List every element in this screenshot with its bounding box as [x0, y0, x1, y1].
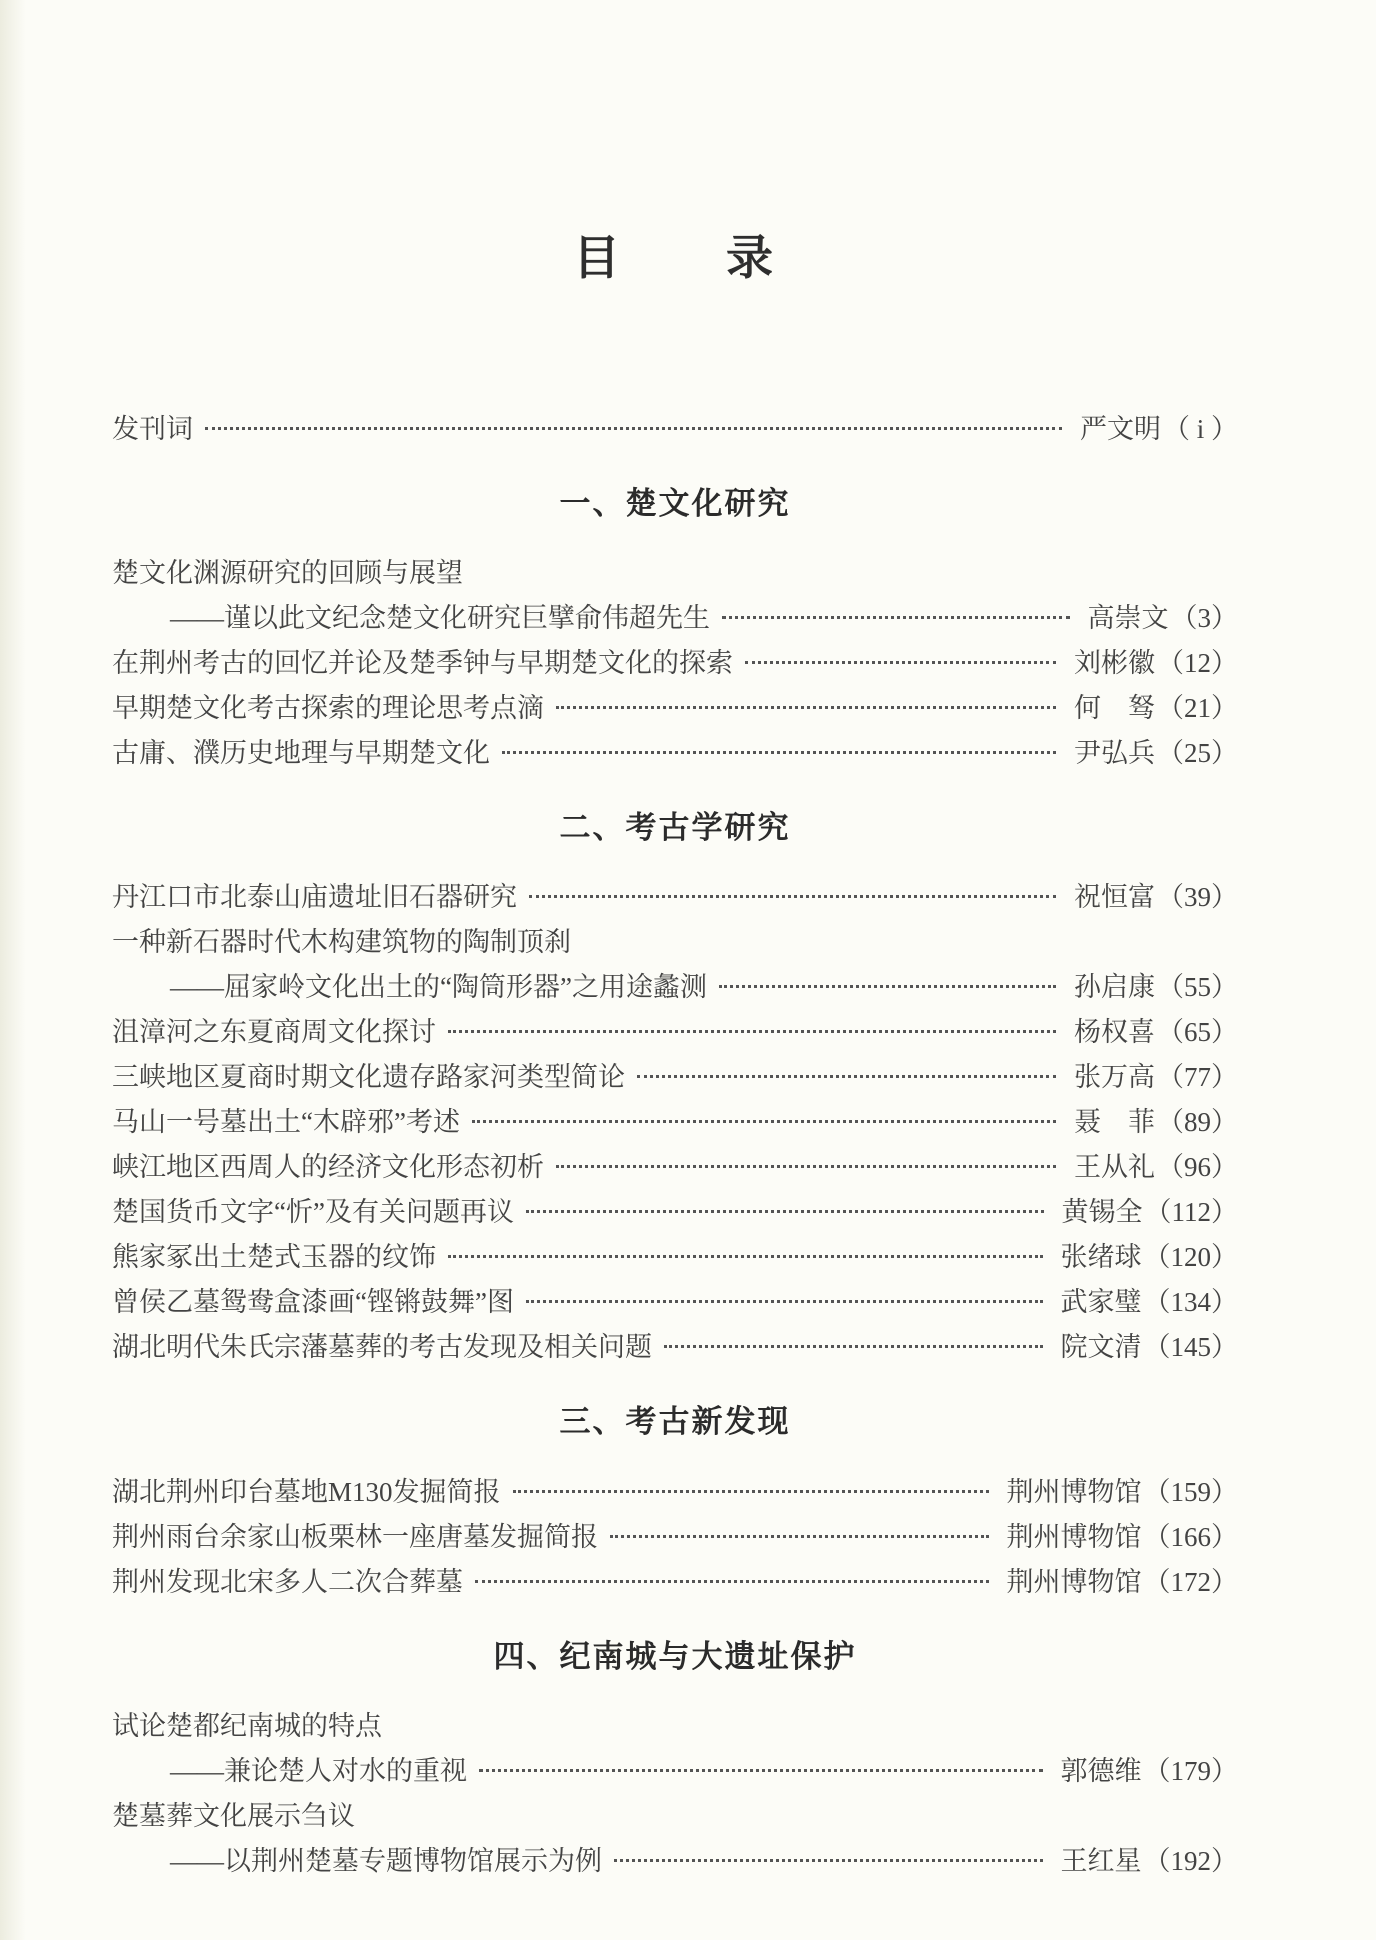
- dot-leader: [448, 1255, 1043, 1258]
- toc-entry-first-line: [112, 1701, 1238, 1746]
- entry-author: 王从礼: [1074, 1152, 1155, 1183]
- entry-title: ——以荆州楚墓专题博物馆展示为例: [170, 1845, 602, 1876]
- entry-author: 张万高: [1074, 1062, 1155, 1093]
- toc-entry-first-line: [112, 548, 1238, 593]
- toc-entry: [112, 1052, 1238, 1097]
- entry-page-number: （55）: [1157, 972, 1238, 1003]
- entry-page-number: （89）: [1157, 1107, 1238, 1138]
- entry-author: 杨权喜: [1074, 1017, 1155, 1048]
- entry-author: 张绪球: [1060, 1242, 1142, 1273]
- toc-entry: [112, 1322, 1238, 1367]
- toc-entry: [112, 1512, 1238, 1557]
- dot-leader: [526, 1210, 1044, 1213]
- toc-entry: [112, 1097, 1238, 1142]
- toc-section: [112, 485, 1238, 773]
- section-heading: 二、考古学研究: [559, 810, 791, 846]
- entry-title: ——兼论楚人对水的重视: [170, 1755, 467, 1786]
- dot-leader: [664, 1345, 1043, 1348]
- entry-title: 沮漳河之东夏商周文化探讨: [112, 1017, 436, 1048]
- toc-entry: [112, 1007, 1238, 1052]
- entry-title: 荆州发现北宋多人二次合葬墓: [112, 1566, 463, 1597]
- dot-leader: [556, 1165, 1056, 1168]
- entry-title: 发刊词: [112, 414, 193, 445]
- entry-title-line1: 楚文化渊源研究的回顾与展望: [112, 558, 463, 589]
- entry-author: 何 驽: [1074, 693, 1155, 724]
- dot-leader: [472, 1120, 1056, 1123]
- entry-title: 早期楚文化考古探索的理论思考点滴: [112, 693, 544, 724]
- entry-author: 郭德维: [1060, 1755, 1142, 1786]
- section-heading: 一、楚文化研究: [559, 486, 791, 522]
- entry-page-number: （65）: [1157, 1017, 1238, 1048]
- dot-leader: [513, 1490, 989, 1493]
- entry-author: 荆州博物馆: [1006, 1566, 1142, 1597]
- entry-author: 祝恒富: [1074, 882, 1155, 913]
- entry-page-number: （112）: [1144, 1197, 1238, 1228]
- entry-page-number: （77）: [1157, 1062, 1238, 1093]
- entry-page-number: （96）: [1157, 1152, 1238, 1183]
- toc-section: [112, 1403, 1238, 1601]
- toc-section: [112, 809, 1238, 1367]
- entry-page-number: （ i ）: [1162, 414, 1238, 445]
- toc-entry: [112, 404, 1238, 449]
- entry-author: 聂 菲: [1074, 1107, 1155, 1138]
- entry-author: 黄锡全: [1061, 1197, 1143, 1228]
- section-items: [112, 548, 1238, 773]
- section-items: [112, 1467, 1238, 1602]
- dot-leader: [614, 1859, 1043, 1862]
- entry-page-number: （166）: [1143, 1521, 1238, 1552]
- entry-page-number: （39）: [1157, 882, 1238, 913]
- entry-author: 孙启康: [1074, 972, 1155, 1003]
- entry-page-number: （145）: [1143, 1332, 1238, 1363]
- entry-author: 院文清: [1060, 1332, 1142, 1363]
- entry-title: 在荆州考古的回忆并论及楚季钟与早期楚文化的探索: [112, 648, 733, 679]
- entry-title: 湖北荆州印台墓地M130发掘简报: [112, 1476, 501, 1507]
- entry-author: 严文明: [1079, 414, 1161, 445]
- toc-entry: [112, 683, 1238, 728]
- entry-title: ——谨以此文纪念楚文化研究巨擘俞伟超先生: [170, 603, 710, 634]
- toc-entry: [112, 728, 1238, 773]
- dot-leader: [448, 1030, 1056, 1033]
- toc-entry: [112, 1142, 1238, 1187]
- dot-leader: [475, 1580, 989, 1583]
- entry-page-number: （179）: [1143, 1755, 1238, 1786]
- toc-entry-first-line: [112, 917, 1238, 962]
- dot-leader: [719, 985, 1056, 988]
- toc-sections: [112, 485, 1238, 1881]
- toc-entry-first-line: [112, 1791, 1238, 1836]
- entry-author: 王红星: [1060, 1845, 1142, 1876]
- dot-leader: [526, 1300, 1043, 1303]
- entry-page-number: （12）: [1157, 648, 1238, 679]
- entry-page-number: （192）: [1143, 1845, 1238, 1876]
- toc-entry: [112, 1187, 1238, 1232]
- toc-entry: [112, 638, 1238, 683]
- entry-author: 荆州博物馆: [1006, 1521, 1142, 1552]
- toc-entry: [112, 962, 1238, 1007]
- toc-entry: [112, 1277, 1238, 1322]
- entry-author: 尹弘兵: [1074, 738, 1155, 769]
- toc-entry: [112, 1836, 1238, 1881]
- entry-author: 高崇文: [1087, 603, 1169, 634]
- entry-author: 武家璧: [1060, 1287, 1142, 1318]
- entry-title: 熊家冢出土楚式玉器的纹饰: [112, 1242, 436, 1273]
- toc-section: [112, 1638, 1238, 1881]
- entry-title: 丹江口市北泰山庙遗址旧石器研究: [112, 882, 517, 913]
- page-content: [112, 0, 1238, 1881]
- dot-leader: [637, 1075, 1056, 1078]
- entry-author: 荆州博物馆: [1006, 1476, 1142, 1507]
- entry-page-number: （120）: [1143, 1242, 1238, 1273]
- toc-entry: [112, 593, 1238, 638]
- entry-title: 马山一号墓出土“木辟邪”考述: [112, 1107, 460, 1138]
- toc-entry: [112, 1467, 1238, 1512]
- entry-title: 峡江地区西周人的经济文化形态初析: [112, 1152, 544, 1183]
- section-items: [112, 1701, 1238, 1881]
- section-heading: 四、纪南城与大遗址保护: [493, 1638, 857, 1674]
- dot-leader: [556, 706, 1056, 709]
- entry-title: 楚国货币文字“忻”及有关问题再议: [112, 1197, 514, 1228]
- entry-title: 荆州雨台余家山板栗林一座唐墓发掘简报: [112, 1521, 598, 1552]
- front-matter-list: [112, 404, 1238, 449]
- entry-page-number: （21）: [1157, 693, 1238, 724]
- dot-leader: [205, 427, 1062, 430]
- entry-title-line1: 试论楚都纪南城的特点: [112, 1710, 382, 1741]
- toc-entry: [112, 1232, 1238, 1277]
- entry-page-number: （25）: [1157, 738, 1238, 769]
- entry-title-line1: 楚墓葬文化展示刍议: [112, 1800, 355, 1831]
- toc-entry: [112, 1557, 1238, 1602]
- toc-entry: [112, 1746, 1238, 1791]
- entry-title: 古庸、濮历史地理与早期楚文化: [112, 738, 490, 769]
- entry-title-line1: 一种新石器时代木构建筑物的陶制顶刹: [112, 927, 571, 958]
- toc-entry: [112, 872, 1238, 917]
- entry-title: 湖北明代朱氏宗藩墓葬的考古发现及相关问题: [112, 1332, 652, 1363]
- dot-leader: [479, 1769, 1043, 1772]
- entry-page-number: （172）: [1143, 1566, 1238, 1597]
- entry-page-number: （159）: [1143, 1476, 1238, 1507]
- section-items: [112, 872, 1238, 1367]
- entry-title: 三峡地区夏商时期文化遗存路家河类型简论: [112, 1062, 625, 1093]
- entry-page-number: （134）: [1143, 1287, 1238, 1318]
- page-title: 目 录: [573, 233, 777, 285]
- entry-title: ——屈家岭文化出土的“陶筒形器”之用途蠡测: [170, 972, 707, 1003]
- dot-leader: [745, 661, 1056, 664]
- dot-leader: [722, 616, 1070, 619]
- dot-leader: [610, 1535, 989, 1538]
- entry-title: 曾侯乙墓鸳鸯盒漆画“铿锵鼓舞”图: [112, 1287, 514, 1318]
- dot-leader: [529, 895, 1056, 898]
- dot-leader: [502, 751, 1056, 754]
- section-heading: 三、考古新发现: [559, 1404, 791, 1440]
- entry-author: 刘彬徽: [1074, 648, 1155, 679]
- entry-page-number: （3）: [1170, 603, 1238, 634]
